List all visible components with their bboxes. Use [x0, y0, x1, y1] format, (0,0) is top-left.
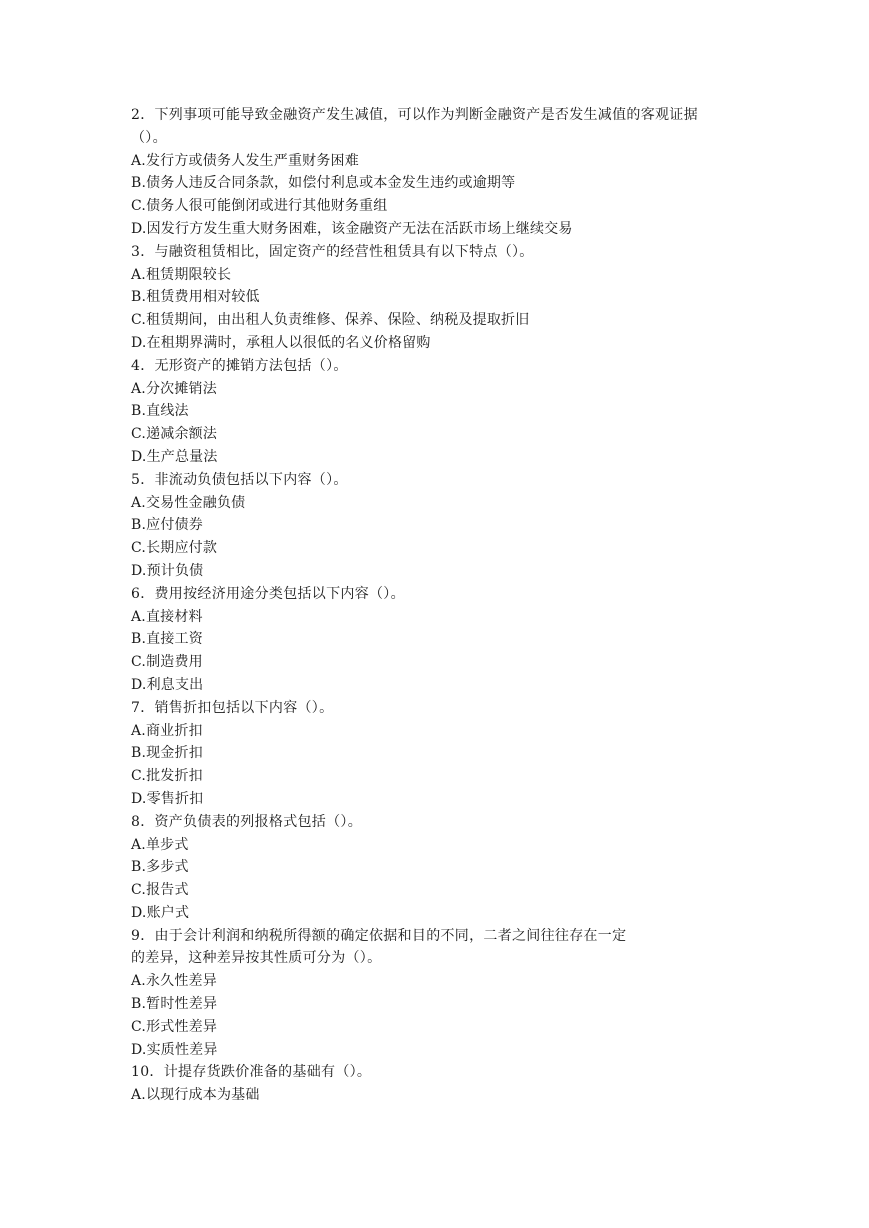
answer-option: B.多步式: [131, 859, 189, 876]
answer-option: A.商业折扣: [131, 722, 203, 739]
answer-option: B.债务人违反合同条款，如偿付利息或本金发生违约或逾期等: [131, 175, 516, 192]
question-text: 2．下列事项可能导致金融资产发生减值，可以作为判断金融资产是否发生减值的客观证据: [131, 107, 698, 123]
answer-option: C.形式性差异: [131, 1018, 218, 1035]
answer-option: D.实质性差异: [131, 1041, 218, 1058]
answer-option: A.租赁期限较长: [131, 266, 232, 283]
question-text: 9．由于会计利润和纳税所得额的确定依据和目的不同，二者之间往往存在一定: [131, 927, 627, 944]
question-text: 3．与融资租赁相比，固定资产的经营性租赁具有以下特点（）。: [131, 243, 534, 260]
answer-option: C.债务人很可能倒闭或进行其他财务重组: [131, 198, 388, 215]
answer-option: D.零售折扣: [131, 790, 204, 807]
answer-option: B.应付债券: [131, 517, 203, 534]
answer-option: C.长期应付款: [131, 540, 218, 557]
answer-option: D.生产总量法: [131, 448, 218, 465]
answer-option: C.递减余额法: [131, 426, 218, 443]
answer-option: B.租赁费用相对较低: [131, 289, 260, 306]
answer-option: A.直接材料: [131, 608, 203, 625]
question-text: 的差异，这种差异按其性质可分为（）。: [131, 950, 382, 967]
answer-option: D.在租期界满时，承租人以很低的名义价格留购: [131, 334, 431, 351]
answer-option: C.报告式: [131, 882, 189, 899]
answer-option: D.因发行方发生重大财务困难，该金融资产无法在活跃市场上继续交易: [131, 220, 573, 237]
question-text: 4．无形资产的摊销方法包括（）。: [131, 357, 348, 374]
answer-option: A.单步式: [131, 836, 189, 853]
answer-option: B.直接工资: [131, 631, 203, 648]
answer-option: C.租赁期间，由出租人负责维修、保养、保险、纳税及提取折旧: [131, 312, 530, 329]
answer-option: D.账户式: [131, 904, 190, 921]
answer-option: A.以现行成本为基础: [131, 1087, 260, 1104]
answer-option: A.发行方或债务人发生严重财务困难: [131, 152, 359, 169]
question-text: 5．非流动负债包括以下内容（）。: [131, 471, 348, 488]
answer-option: D.预计负债: [131, 562, 204, 579]
question-text: 10．计提存货跌价准备的基础有（）。: [131, 1064, 372, 1081]
answer-option: C.制造费用: [131, 654, 203, 671]
document-page: [131, 104, 751, 1107]
answer-option: A.交易性金融负债: [131, 494, 246, 511]
question-text: 6．费用按经济用途分类包括以下内容（）。: [131, 585, 405, 602]
answer-option: B.暂时性差异: [131, 996, 218, 1013]
answer-option: D.利息支出: [131, 676, 204, 693]
answer-option: A.分次摊销法: [131, 380, 217, 397]
answer-option: B.现金折扣: [131, 745, 203, 762]
answer-option: B.直线法: [131, 403, 189, 420]
answer-option: C.批发折扣: [131, 768, 203, 785]
question-text: 8．资产负债表的列报格式包括（）。: [131, 813, 363, 830]
question-text: （）。: [131, 129, 167, 146]
answer-option: A.永久性差异: [131, 973, 217, 990]
question-text: 7．销售折扣包括以下内容（）。: [131, 699, 334, 716]
